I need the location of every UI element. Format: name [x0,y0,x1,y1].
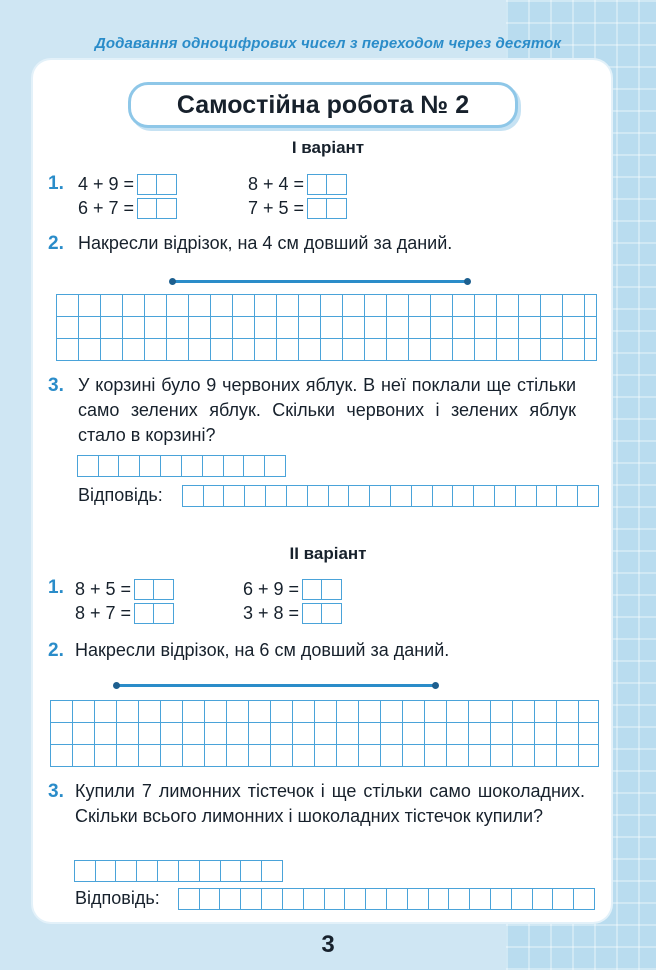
v1-eq-2 [248,173,347,195]
v1-task3-number: 3. [48,375,64,396]
v2-task1-number: 1. [48,577,64,598]
answer-cell[interactable] [156,174,177,195]
page-number: 3 [321,931,335,958]
v2-eq-1 [75,578,174,600]
v1-solution-cells[interactable] [78,455,286,477]
answer-cell[interactable] [156,198,177,219]
answer-cell[interactable] [153,579,174,600]
v2-eq-2 [243,578,342,600]
v2-solution-cells[interactable] [75,860,283,882]
v1-task3-text: У корзині було 9 червоних яблук. В неї поклали ще стільки само зелених яблук. Скільки червоних і зелених яблук стало в корзині? [78,375,576,445]
page-header-title: Додавання одноцифрових чисел з переходом через десяток [94,35,562,52]
v1-task2-number: 2. [48,233,64,254]
v2-eq-3 [75,602,174,624]
v2-task3-text: Купили 7 лимонних тістечок і ще стільки само шоколадних. Скільки всього лимонних і шоколадних тістечок купили? [75,781,585,826]
v2-given-segment [116,684,436,687]
v1-given-segment [172,280,468,283]
answer-cell[interactable] [137,198,158,219]
segment-endpoint [432,682,439,689]
answer-cell[interactable] [307,174,328,195]
segment-endpoint [113,682,120,689]
answer-cell[interactable] [153,603,174,624]
equation-text: 6 + 9 = [243,578,300,599]
v2-task2-text: Накресли відрізок, на 6 см довший за даний. [75,640,450,660]
worksheet-title: Самостійна робота № 2 [128,82,518,128]
equation-text: 7 + 5 = [248,197,305,218]
v2-drawing-grid[interactable] [50,700,599,767]
answer-cell[interactable] [137,174,158,195]
equation-text: 3 + 8 = [243,602,300,623]
equation-text: 8 + 5 = [75,578,132,599]
variant-2-heading: ІІ варіант [289,544,367,563]
equation-text: 4 + 9 = [78,173,135,194]
v2-eq-4 [243,602,342,624]
answer-cell[interactable] [326,174,347,195]
segment-endpoint [464,278,471,285]
answer-cell[interactable] [134,579,155,600]
segment-endpoint [169,278,176,285]
variant-1-heading: І варіант [291,138,365,157]
equation-text: 8 + 7 = [75,602,132,623]
v1-drawing-grid[interactable] [56,294,597,361]
v1-task1-number: 1. [48,173,64,194]
v2-answer-label: Відповідь: [75,888,160,908]
answer-cell[interactable] [307,198,328,219]
answer-cell[interactable] [302,579,323,600]
v2-answer-cells[interactable] [179,888,595,910]
v2-task3-number: 3. [48,781,64,802]
answer-cell[interactable] [321,603,342,624]
v2-task2-number: 2. [48,640,64,661]
v1-eq-4 [248,197,347,219]
v1-eq-1 [78,173,177,195]
v1-eq-3 [78,197,177,219]
equation-text: 8 + 4 = [248,173,305,194]
answer-cell[interactable] [326,198,347,219]
equation-text: 6 + 7 = [78,197,135,218]
v1-answer-label: Відповідь: [78,485,163,505]
answer-cell[interactable] [321,579,342,600]
answer-cell[interactable] [302,603,323,624]
v1-task2-text: Накресли відрізок, на 4 см довший за даний. [78,233,453,253]
answer-cell[interactable] [134,603,155,624]
v1-answer-cells[interactable] [183,485,599,507]
